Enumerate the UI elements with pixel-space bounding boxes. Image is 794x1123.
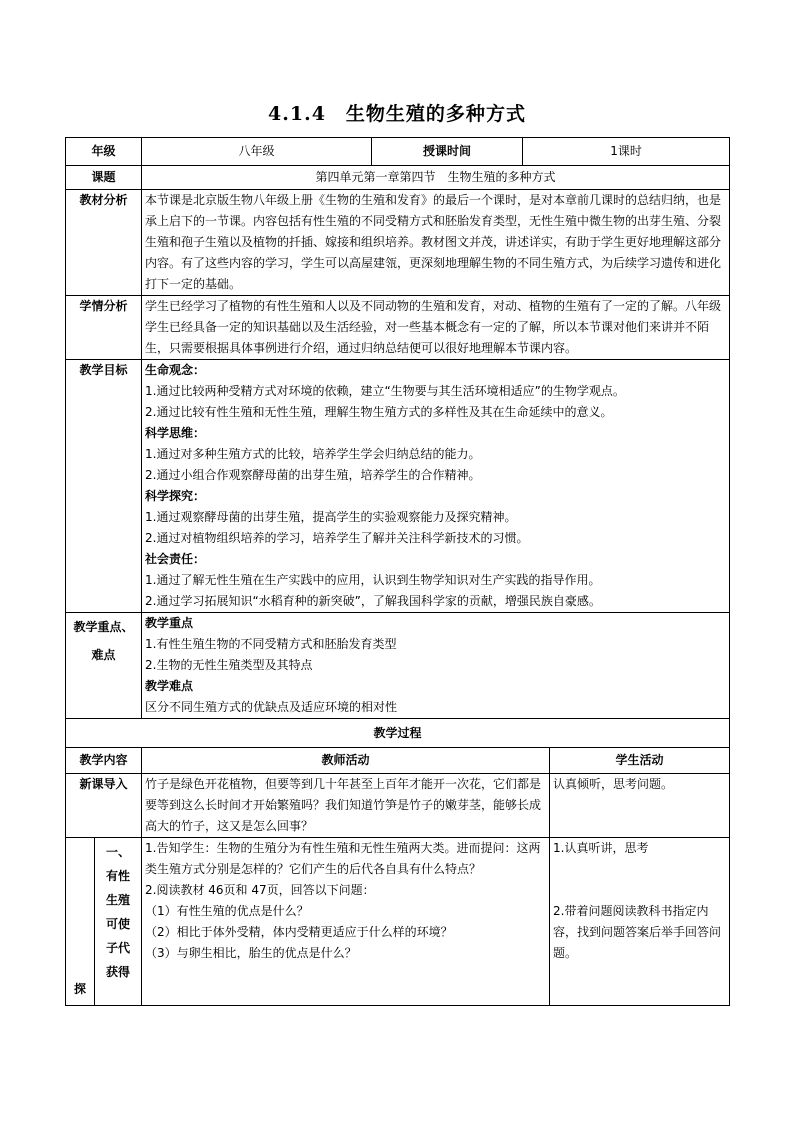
keypoints-row bbox=[66, 613, 730, 719]
section1-label-line: 生殖 bbox=[106, 893, 131, 907]
section1-label-line: 有性 bbox=[106, 869, 131, 883]
goal-heading: 社会责任： bbox=[145, 552, 206, 566]
topic-label: 课题 bbox=[66, 166, 142, 190]
col-teacher-header: 教师活动 bbox=[142, 748, 550, 774]
keypoints-heading: 教学重点 bbox=[145, 616, 194, 630]
goal-item: 1.通过观察酵母菌的出芽生殖，提高学生的实验观察能力及探究精神。 bbox=[145, 510, 517, 524]
hours-value: 1课时 bbox=[523, 138, 730, 166]
explore-label: 探 bbox=[66, 838, 95, 1006]
students-text: 学生已经学习了植物的有性生殖和人以及不同动物的生殖和发育，对动、植物的生殖有了一定的了解。八年级学生已经具备一定的知识基础以及生活经验，对一些基本概念有一定的了解，所以本节课对他们来讲并不陌生，只需要根据具体事例进行介绍，通过归纳总结便可以很好地理解本节课内容。 bbox=[142, 296, 730, 360]
goal-heading: 科学思维： bbox=[145, 426, 206, 440]
question-item: （2）相比于体外受精，体内受精更适应于什么样的环境？ bbox=[145, 925, 453, 939]
question-item: （3）与卵生相比，胎生的优点是什么？ bbox=[145, 946, 357, 960]
section1-label-line: 一、 bbox=[106, 845, 131, 859]
intro-teacher: 竹子是绿色开花植物，但要等到几十年甚至上百年才能开一次花，它们都是要等到这么长时间才开始繁殖吗？我们知道竹笋是竹子的嫩芽茎，能够长成高大的竹子，这又是怎么回事？ bbox=[142, 774, 550, 838]
info-row bbox=[66, 138, 730, 166]
material-text: 本节课是北京版生物八年级上册《生物的生殖和发育》的最后一个课时，是对本章前几课时的总结归纳，也是承上启下的一节课。内容包括有性生殖的不同受精方式和胚胎发育类型，无性生殖中微生物的出芽生殖、分裂生殖和孢子生殖以及植物的扦插、嫁接和组织培养。教材图文并茂，讲述详实，有助于学生更好地理解这部分内容。有了这些内容的学习，学生可以高屋建瓴，更深刻地理解生物的不同生殖方式，为后续学习遗传和进化打下一定的基础。 bbox=[142, 190, 730, 296]
keypoints-content bbox=[142, 613, 730, 719]
lesson-plan-table bbox=[65, 137, 730, 1006]
col-content-header: 教学内容 bbox=[66, 748, 142, 774]
section1-label bbox=[95, 838, 142, 1006]
student-step: 2.带着问题阅读教科书指定内容，找到问题答案后举手回答问题。 bbox=[553, 904, 722, 960]
hours-label: 授课时间 bbox=[372, 138, 523, 166]
topic-value: 第四单元第一章第四节 生物生殖的多种方式 bbox=[142, 166, 730, 190]
process-title-row bbox=[66, 719, 730, 748]
explore-row bbox=[66, 838, 730, 1006]
section1-label-line: 可使 bbox=[106, 917, 131, 931]
spacer bbox=[553, 859, 726, 901]
section1-label-line: 子代 bbox=[106, 941, 131, 955]
intro-student: 认真倾听，思考问题。 bbox=[550, 774, 730, 838]
keypoints-label: 教学重点、难点 bbox=[66, 613, 142, 719]
section1-label-line: 获得 bbox=[106, 965, 131, 979]
material-row bbox=[66, 190, 730, 296]
teacher-step: 1.告知学生：生物的生殖分为有性生殖和无性生殖两大类。进而提问：这两类生殖方式分别是怎样的？它们产生的后代各自具有什么特点？ bbox=[145, 841, 541, 876]
process-title: 教学过程 bbox=[66, 719, 730, 748]
goal-item: 1.通过比较两种受精方式对环境的依赖，建立“生物要与其生活环境相适应”的生物学观点。 bbox=[145, 384, 625, 398]
goals-row bbox=[66, 360, 730, 613]
goal-item: 2.通过学习拓展知识“水稻育种的新突破”，了解我国科学家的贡献，增强民族自豪感。 bbox=[145, 594, 601, 608]
difficulty-heading: 教学难点 bbox=[145, 679, 194, 693]
col-student-header: 学生活动 bbox=[550, 748, 730, 774]
goals-content bbox=[142, 360, 730, 613]
goal-heading: 生命观念： bbox=[145, 363, 206, 377]
goal-item: 2.通过比较有性生殖和无性生殖，理解生物生殖方式的多样性及其在生命延续中的意义。 bbox=[145, 405, 613, 419]
goal-item: 2.通过小组合作观察酵母菌的出芽生殖，培养学生的合作精神。 bbox=[145, 468, 481, 482]
question-item: （1）有性生殖的优点是什么？ bbox=[145, 904, 309, 918]
material-label: 教材分析 bbox=[66, 190, 142, 296]
grade-value: 八年级 bbox=[142, 138, 372, 166]
goal-item: 2.通过对植物组织培养的学习，培养学生了解并关注科学新技术的习惯。 bbox=[145, 531, 529, 545]
intro-row bbox=[66, 774, 730, 838]
teacher-step: 2.阅读教材 46页和 47页，回答以下问题： bbox=[145, 883, 375, 897]
goal-item: 1.通过了解无性生殖在生产实践中的应用，认识到生物学知识对生产实践的指导作用。 bbox=[145, 573, 601, 587]
students-label: 学情分析 bbox=[66, 296, 142, 360]
keypoint-item: 1.有性生殖生物的不同受精方式和胚胎发育类型 bbox=[145, 637, 397, 651]
goals-label: 教学目标 bbox=[66, 360, 142, 613]
goal-heading: 科学探究： bbox=[145, 489, 206, 503]
students-row bbox=[66, 296, 730, 360]
difficulty-item: 区分不同生殖方式的优缺点及适应环境的相对性 bbox=[145, 700, 398, 714]
keypoint-item: 2.生物的无性生殖类型及其特点 bbox=[145, 658, 313, 672]
intro-label: 新课导入 bbox=[66, 774, 142, 838]
section1-student bbox=[550, 838, 730, 1006]
page-title: 4.1.4 生物生殖的多种方式 bbox=[268, 103, 526, 125]
grade-label: 年级 bbox=[66, 138, 142, 166]
student-step: 1.认真听讲，思考 bbox=[553, 841, 649, 855]
goal-item: 1.通过对多种生殖方式的比较，培养学生学会归纳总结的能力。 bbox=[145, 447, 481, 461]
topic-row bbox=[66, 166, 730, 190]
section1-teacher bbox=[142, 838, 550, 1006]
process-header-row bbox=[66, 748, 730, 774]
